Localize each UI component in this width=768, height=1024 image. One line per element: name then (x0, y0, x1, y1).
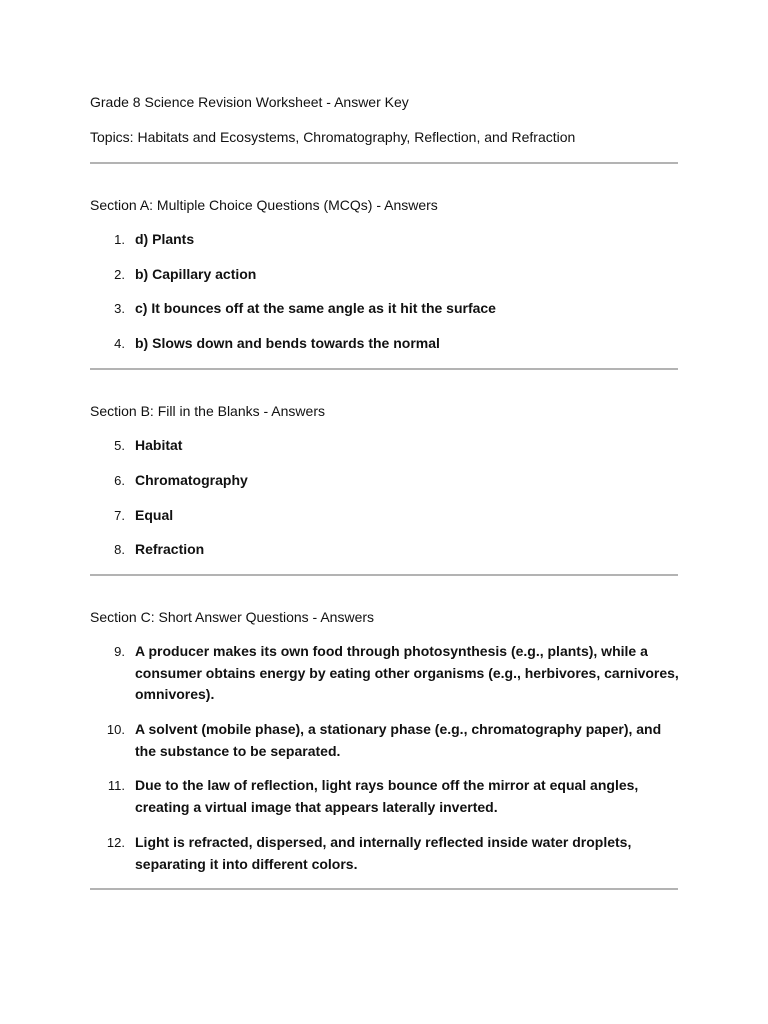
item-number: 7. (114, 508, 125, 523)
item-number: 9. (114, 644, 125, 659)
section-heading: Section C: Short Answer Questions - Answers (90, 609, 375, 625)
item-number: 2. (114, 267, 125, 282)
divider (90, 888, 678, 890)
document-topics: Topics: Habitats and Ecosystems, Chromatography, Reflection, and Refraction (90, 129, 576, 145)
item-number: 10. (106, 722, 125, 737)
item-answer: Equal (135, 507, 174, 523)
item-number: 4. (114, 336, 125, 351)
item-number: 8. (114, 542, 125, 557)
item-answer: b) Slows down and bends towards the normal (135, 335, 440, 351)
item-answer: A producer makes its own food through photosynthesis (e.g., plants), while a consumer obtains energy by eating other organisms (e.g., herbivores, carnivores, omnivores). (135, 643, 679, 702)
section-heading: Section A: Multiple Choice Questions (MCQs) - Answers (90, 197, 438, 213)
item-answer: A solvent (mobile phase), a stationary phase (e.g., chromatography paper), and the substance to be separated. (135, 721, 662, 759)
document-title: Grade 8 Science Revision Worksheet - Answer Key (90, 94, 409, 110)
item-answer: Due to the law of reflection, light rays bounce off the mirror at equal angles, creating a virtual image that appears laterally inverted. (135, 777, 639, 815)
item-answer: c) It bounces off at the same angle as it hit the surface (135, 300, 496, 316)
item-number: 11. (107, 778, 125, 793)
item-number: 12. (106, 835, 125, 850)
divider (90, 162, 678, 164)
item-answer: Habitat (135, 437, 183, 453)
item-answer: b) Capillary action (135, 266, 257, 282)
item-answer: Chromatography (135, 472, 248, 488)
item-number: 3. (114, 301, 125, 316)
divider (90, 368, 678, 370)
item-answer: Refraction (135, 541, 205, 557)
item-answer: Light is refracted, dispersed, and internally reflected inside water droplets, separating it into different colors. (135, 834, 632, 872)
divider (90, 574, 678, 576)
item-number: 1. (114, 232, 125, 247)
item-answer: d) Plants (135, 231, 195, 247)
item-number: 5. (114, 438, 125, 453)
item-number: 6. (114, 473, 125, 488)
section-heading: Section B: Fill in the Blanks - Answers (90, 403, 325, 419)
